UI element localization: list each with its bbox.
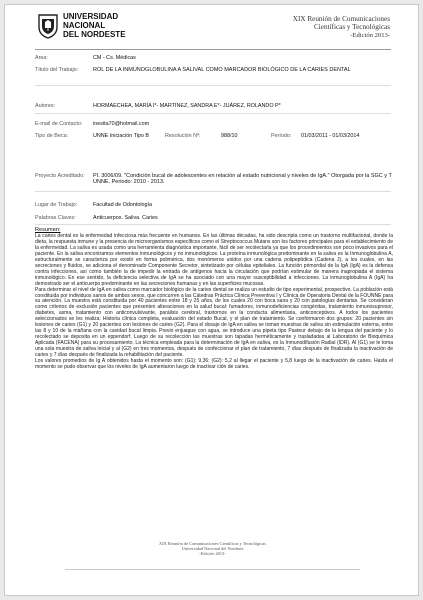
event-edition: -Edición 2013- <box>350 31 390 39</box>
document-page <box>4 4 419 596</box>
resolucion-label: Resolución Nº: <box>165 133 201 139</box>
lugar-label: Lugar de Trabajo: <box>35 202 78 208</box>
authors-divider <box>35 113 391 114</box>
titulo-value: ROL DE LA INMUNOGLOBULINA A SALIVAL COMO MARCADOR BIOLÓGICO DE LA CARIES DENTAL <box>93 67 351 73</box>
resumen-body <box>35 234 393 371</box>
event-line-1: XIX Reunión de Comunicaciones <box>292 15 390 23</box>
header-divider <box>35 49 391 50</box>
page-footer <box>5 529 419 589</box>
university-line-2: NACIONAL <box>63 20 106 30</box>
resumen-paragraph-2: Para determinar el nivel de IgA en saliva como marcador biológico de la caries dental se realiza un estudio de tipo experimental, prospectivo. La población está constituida por individuos sanos de ambos sexos, que concurren a las Cátedras Práctica Clínica Preventiva I y Clínica de Operatoria Dental de la FOUNNE para su atención. La muestra está constituida por 40 pacientes entre 18 y 25 años, de los cuales 20 con boca sana y 20 con patologías dentarias. Se consideran como criterios de exclusión pacientes que presenten alteraciones en la salud bucal: fumadores, inmunodeficiencias congénitas, tratamiento inmunosupresor, diabetes, asma, tratamiento con anticonvulsivante, parálisis cerebral, trastornos en la conducta alimentaria, anticonceptivos. A todos los pacientes seleccionados se les realiza: Historia clínica completa, evaluación del estado Bucal, y el plan de tratamiento. Se conformaron dos grupos: 20 pacientes sin lesiones de caries (G1) y 20 pacientes con lesiones de caries (G2). Para el dosaje de IgA en saliva se toman muestras de saliva sin estimulación externa, entre las 8 y 10 de la mañana con la cavidad bucal limpia. Previo enjuague con agua, se introduce una pipeta tipo Pasteur debajo de la lengua del paciente y lo recolectado se deposita en un eppendorf. Luego de su recolección las muestras son tapadas herméticamente y trasladadas al Laboratorio de Bioquímica Aplicada (FACENA) para su procesamiento. La técnica empleada para la determinación de IgA en saliva, es la Inmunodifusión Radial (IDR). Al (G1) se le toma una sola muestra de saliva inicial y al (G2) en tres momentos, después de confeccionar el plan de tratamiento, 7 días después de finalizada la inactivación de caries y 7 días después de finalizada la rehabilitación del paciente. <box>35 286 393 359</box>
beca-value: UNNE Iniciación Tipo B <box>93 133 150 139</box>
area-label: Area: <box>35 55 48 61</box>
title-divider <box>35 85 391 86</box>
university-logo <box>37 13 157 43</box>
footer-line-1: XIX Reunión de Comunicaciones Científicas y Tecnológicas <box>159 541 266 546</box>
area-value: CM - Cs. Médicas <box>93 55 136 61</box>
beca-label: Tipo de Beca: <box>35 133 69 139</box>
titulo-label: Título del Trabajo: <box>35 67 79 73</box>
resolucion-value: 988/10 <box>221 133 238 139</box>
university-seal-icon <box>37 13 59 39</box>
email-label: E-mail de Contacto: <box>35 121 83 127</box>
periodo-value: 01/03/2011 - 01/03/2014 <box>301 133 360 139</box>
event-line-2: Científicas y Tecnológicas <box>313 23 390 32</box>
lugar-value: Facultad de Odontología <box>93 202 153 208</box>
proyecto-value: PI. 3006/09. "Condición bucal de adolescentes en relación al estado nutricional y niveles de IgA." Otorgada por la SGC y T UNNE. Periodo: 2010 - 2013. <box>93 173 392 186</box>
university-name <box>63 13 126 43</box>
resumen-paragraph-3: Los valores promedios de Ig A obtenidos hasta el momento son: (G1): 9,36; (G2): 5,2 al llegar el paciente y 5,8 luego de la inactivación de caries. Hasta el momento se pudo observar que los niveles de IgA aumentaron luego de inactivar ción de caries. <box>35 358 393 370</box>
page-header <box>5 5 419 49</box>
footer-text <box>5 541 419 557</box>
autores-label: Autores: <box>35 103 56 109</box>
university-line-1: UNIVERSIDAD <box>63 12 119 21</box>
autores-value: HORMAECHEA, MARÍA I*- MARTÍNEZ, SANDRA E*- JUÁREZ, ROLANDO P* <box>93 103 281 109</box>
palabras-value: Anticuerpos. Saliva. Caries <box>93 215 158 221</box>
footer-divider <box>65 569 360 570</box>
event-title <box>293 15 390 40</box>
resumen-heading: Resumen: <box>35 227 61 233</box>
footer-line-2: Universidad Nacional del Nordeste <box>181 546 244 552</box>
proyecto-label: Proyecto Acreditado: <box>35 173 85 179</box>
resumen-paragraph-1: La caries dental es la enfermedad infecciosa más frecuente en humanos. En las últimas décadas, ha sido descripta como un trastorno multifactorial, donde la dieta, la respuesta inmune y la presencia de microorganismos específicos como el Streptococcus Mutans son los factores principales para el establecimiento de la enfermedad. La saliva es usada como una herramienta diagnóstica importante, fácil de ser recolectarla ya que los procedimientos son poco invasivos para el paciente. En la saliva encontramos elementos inmunológicos y no inmunológicos. La proteína inmunológica predominante en la saliva es la Inmunoglobulina A, estructuralmente se caracteriza por existir en forma polimérica, dos monómeros unidos por una cadena polipeptídica (Cadena J), a los cuales, en las secreciones y fluidos, se adiciona el denominado Componente Secretor, sintetizado por células epiteliales. La función primordial de la IgA (IgA) es la defensa contra infecciones, así como también la de impedir la entrada de antígenos hacia la circulación que podrían estimular de manera inapropiada el sistema inmunológico. En ese sentido, la deficiencia selectiva de IgA se ha asociado con una mayor susceptibilidad a infecciones. La inmunoglobulina A (IgA) ha demostrado ser el anticuerpo predominante en las secreciones humanas y en las superficies mucosas. <box>35 233 393 287</box>
footer-line-3: -Edición 2013- <box>199 551 226 557</box>
palabras-label: Palabras Claves: <box>35 215 76 221</box>
periodo-label: Período: <box>271 133 292 139</box>
university-line-3: DEL NORDESTE <box>63 29 126 39</box>
keywords-divider <box>35 224 391 225</box>
project-divider <box>35 191 391 192</box>
email-value: inesita70@hotmail.com <box>93 121 150 127</box>
